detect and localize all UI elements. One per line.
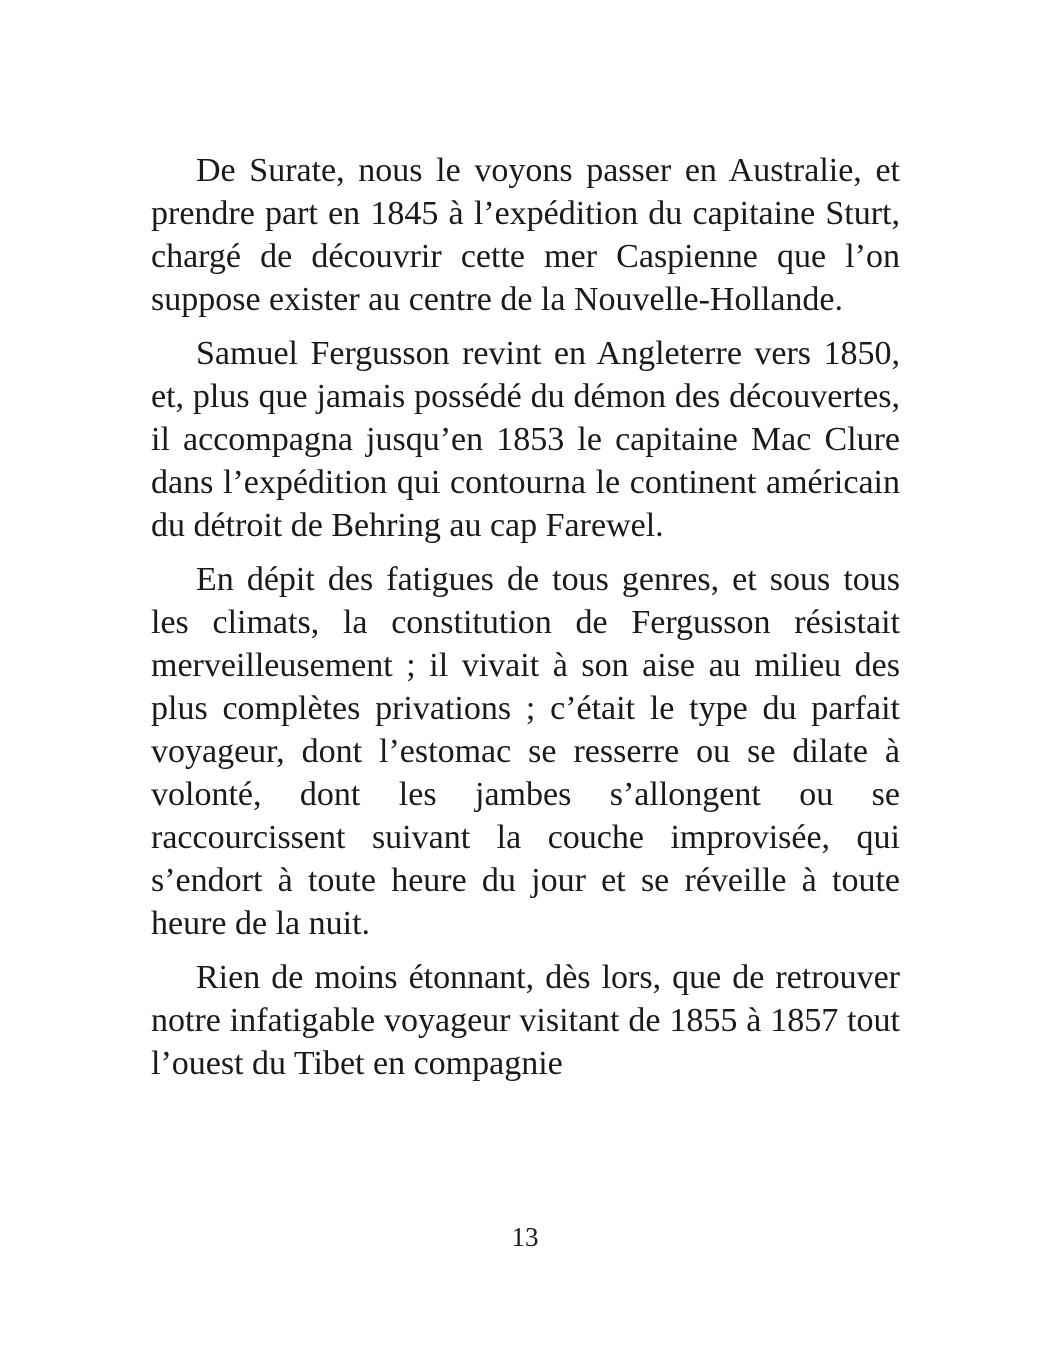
paragraph-4: Rien de moins étonnant, dès lors, que de retrouver notre infatigable voyageur visitant de 1855 à 1857 tout l’ouest du Tibet en compagnie: [151, 959, 900, 1082]
paragraph-1: De Surate, nous le voyons passer en Australie, et prendre part en 1845 à l’expédition du capitaine Sturt, chargé de découvrir cette mer Caspienne que l’on suppose exister au centre de la Nouvelle-Hollande.: [151, 152, 900, 318]
page-number: 13: [511, 1222, 539, 1252]
body-text: [151, 149, 900, 1096]
paragraph-2: Samuel Fergusson revint en Angleterre vers 1850, et, plus que jamais possédé du démon des découvertes, il accompagna jusqu’en 1853 le capitaine Mac Clure dans l’expédition qui contourna le continent américain du détroit de Behring au cap Farewel.: [151, 335, 900, 544]
paragraph-3: En dépit des fatigues de tous genres, et sous tous les climats, la constitution de Fergusson résistait merveilleusement ; il vivait à son aise au milieu des plus complètes privations ; c’était le type du parfait voyageur, dont l’estomac se resserre ou se dilate à volonté, dont les jambes s’allongent ou se raccourcissent suivant la couche improvisée, qui s’endort à toute heure du jour et se réveille à toute heure de la nuit.: [151, 561, 900, 942]
